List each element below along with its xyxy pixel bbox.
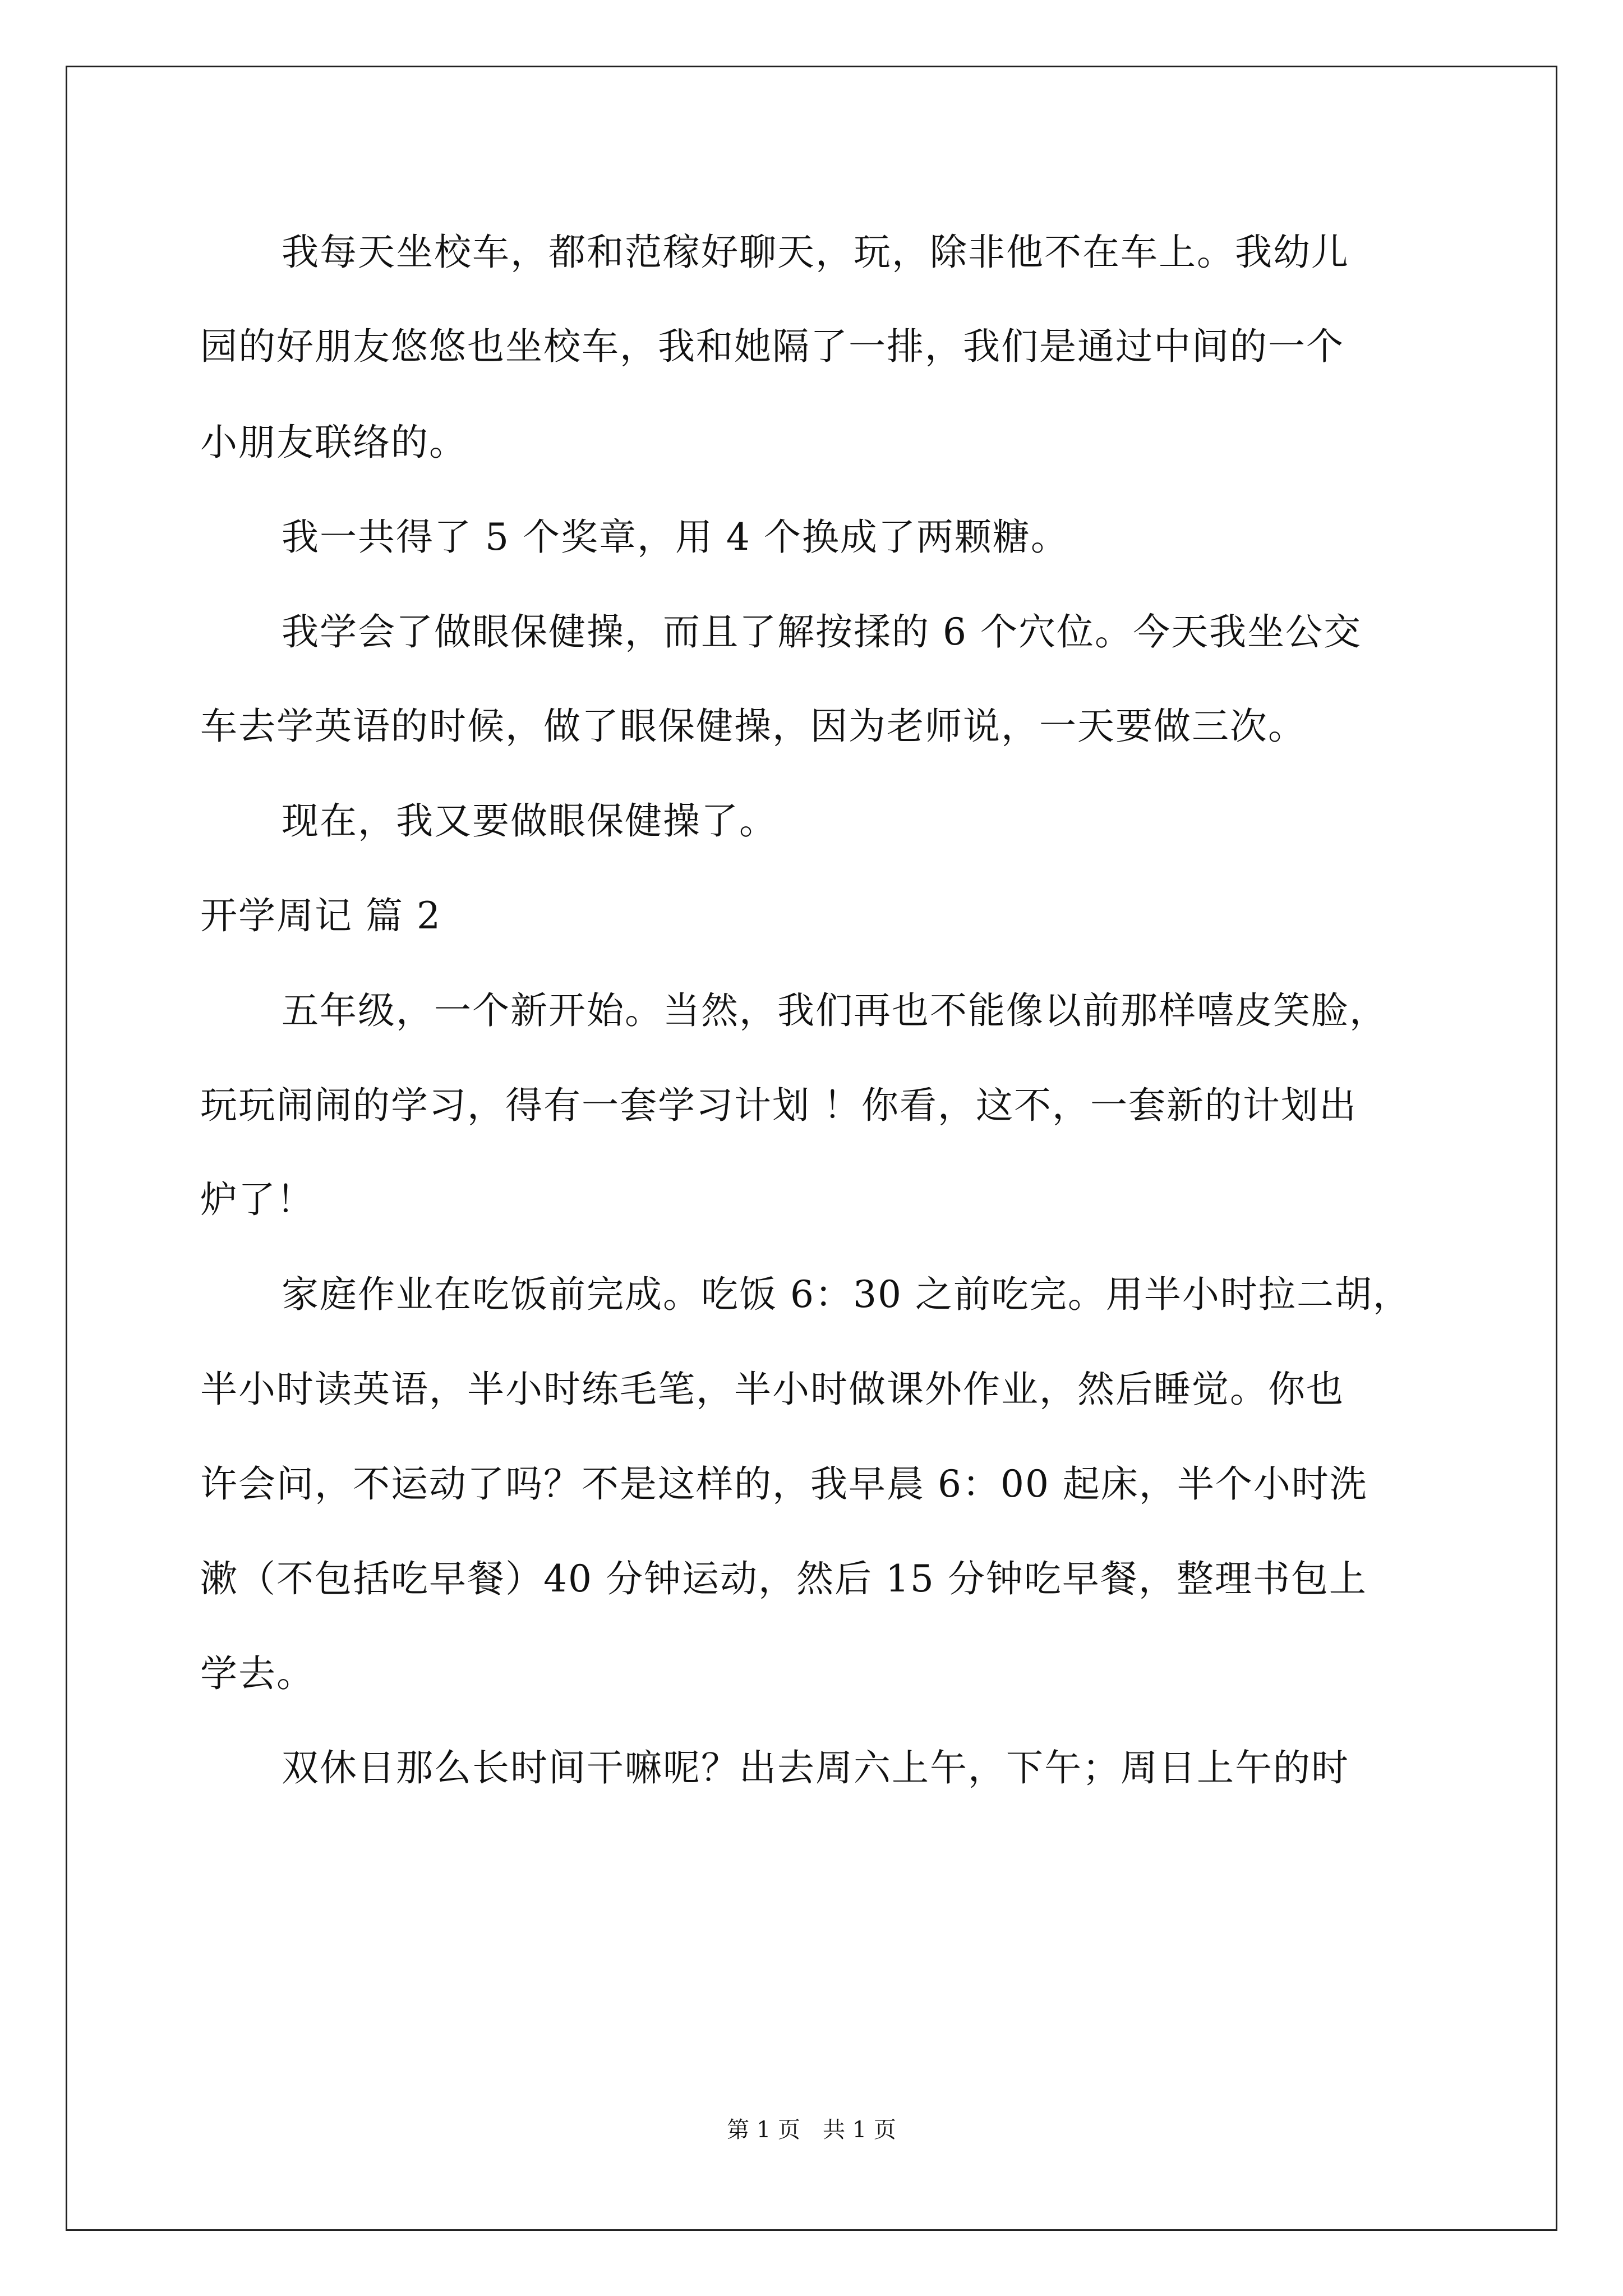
paragraph-6-line-2: 半小时读英语，半小时练毛笔，半小时做课外作业，然后睡觉。你也 [200, 1368, 1344, 1411]
section-heading: 开学周记 篇 2 [200, 894, 441, 937]
page-border [66, 66, 1557, 2231]
paragraph-4-line-1: 现在，我又要做眼保健操了。 [282, 799, 777, 843]
paragraph-7-line-1: 双休日那么长时间干嘛呢？出去周六上午，下午；周日上午的时 [282, 1746, 1349, 1789]
paragraph-1-line-3: 小朋友联络的。 [200, 421, 467, 464]
paragraph-3-line-1: 我学会了做眼保健操，而且了解按揉的 6 个穴位。今天我坐公交 [282, 610, 1362, 654]
paragraph-1-line-1: 我每天坐校车，都和范稼好聊天，玩，除非他不在车上。我幼儿 [282, 231, 1349, 274]
paragraph-6-line-1: 家庭作业在吃饭前完成。吃饭 6：30 之前吃完。用半小时拉二胡， [282, 1273, 1411, 1316]
paragraph-5-line-2: 玩玩闹闹的学习，得有一套学习计划 ！你看，这不，一套新的计划出 [200, 1084, 1357, 1127]
paragraph-5-line-3: 炉了！ [200, 1178, 315, 1221]
page-footer: 第 1 页 共 1 页 [727, 2117, 896, 2143]
paragraph-1-line-2: 园的好朋友悠悠也坐校车，我和她隔了一排，我们是通过中间的一个 [200, 325, 1344, 368]
paragraph-5-line-1: 五年级，一个新开始。当然，我们再也不能像以前那样嘻皮笑脸， [282, 989, 1387, 1032]
paragraph-3-line-2: 车去学英语的时候，做了眼保健操，因为老师说，一天要做三次。 [200, 705, 1306, 748]
paragraph-6-line-4: 漱（不包括吃早餐）40 分钟运动，然后 15 分钟吃早餐，整理书包上 [200, 1557, 1367, 1600]
paragraph-6-line-3: 许会问，不运动了吗？不是这样的，我早晨 6：00 起床，半个小时洗 [200, 1462, 1368, 1506]
paragraph-6-line-5: 学去。 [200, 1652, 315, 1695]
paragraph-2-line-1: 我一共得了 5 个奖章，用 4 个换成了两颗糖。 [282, 516, 1069, 559]
